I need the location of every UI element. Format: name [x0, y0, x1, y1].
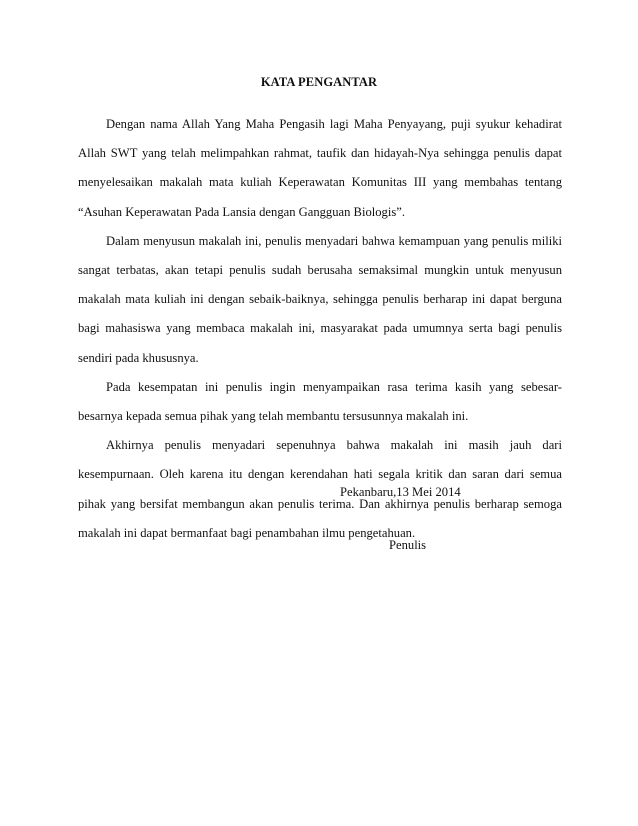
paragraph-1: Dengan nama Allah Yang Maha Pengasih lagi Maha Penyayang, puji syukur kehadirat Allah SWT yang telah melimpahkan rahmat, taufik dan hidayah-Nya sehingga penulis dapat menyelesaikan makalah mata kuliah Keperawatan Komunitas III yang membahas tentang “Asuhan Keperawatan Pada Lansia dengan Gangguan Biologis”.	[78, 117, 562, 219]
paragraph-4: Akhirnya penulis menyadari sepenuhnya bahwa makalah ini masih jauh dari kesempurnaan. Oleh karena itu dengan kerendahan hati segala kritik dan saran dari semua pihak yang bersifat membangun akan penulis terima. Dan akhirnya penulis berharap semoga makalah ini dapat bermanfaat bagi penambahan ilmu pengetahuan.	[78, 438, 562, 540]
page-title: KATA PENGANTAR	[260, 75, 378, 89]
paragraph-2: Dalam menyusun makalah ini, penulis menyadari bahwa kemampuan yang penulis miliki sangat terbatas, akan tetapi penulis sudah berusaha semaksimal mungkin untuk menyusun makalah mata kuliah ini dengan sebaik-baiknya, sehingga penulis berharap ini dapat berguna bagi mahasiswa yang membaca makalah ini, masyarakat pada umumnya serta bagi penulis sendiri pada khususnya.	[78, 233, 562, 365]
paragraph-3: Pada kesempatan ini penulis ingin menyampaikan rasa terima kasih yang sebesar-besarnya kepada semua pihak yang telah membantu tersusunnya makalah ini.	[78, 379, 562, 424]
body-text	[78, 110, 562, 548]
place-date: Pekanbaru,13 Mei 2014	[340, 485, 461, 499]
signer: Penulis	[389, 538, 427, 552]
